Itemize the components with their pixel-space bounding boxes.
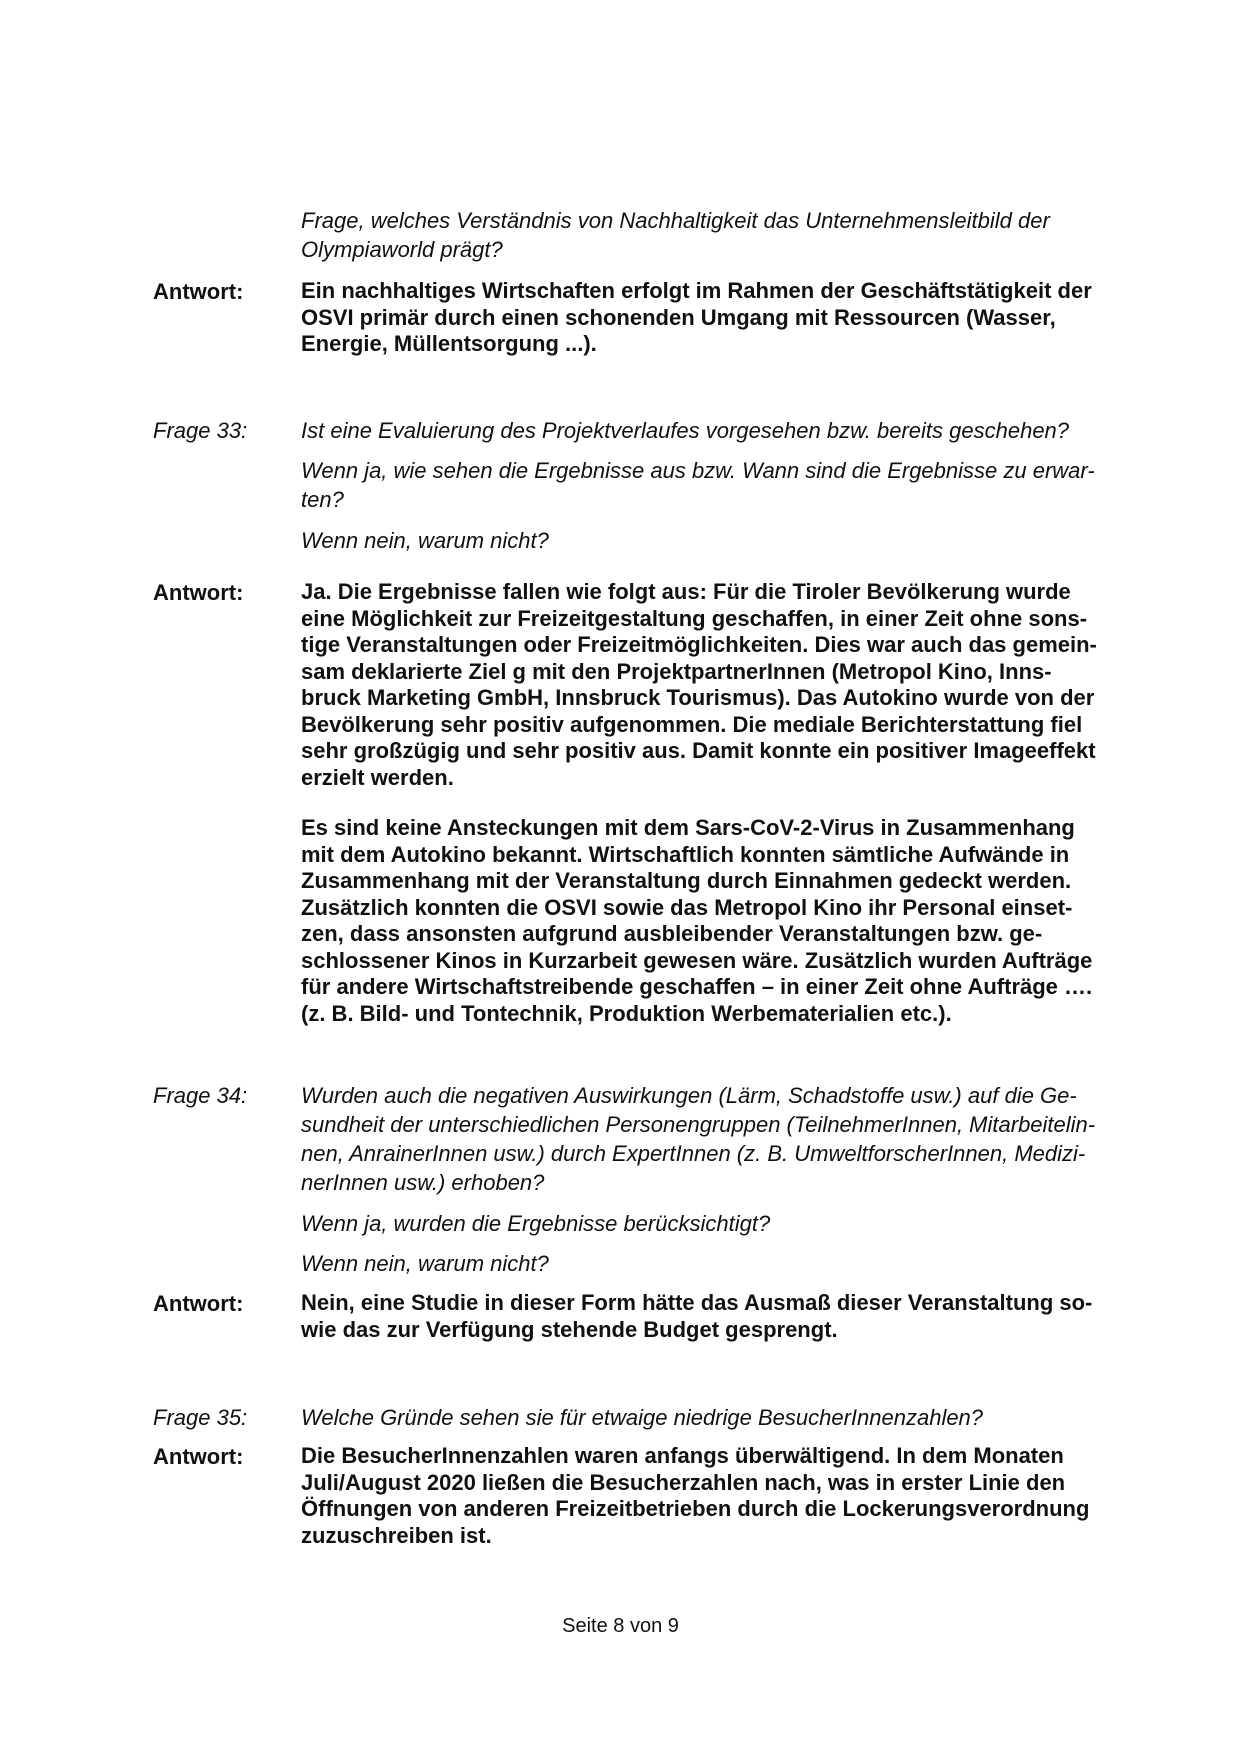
answer-line: Energie, Müllentsorgung ...). bbox=[301, 331, 597, 356]
question-continuation bbox=[301, 206, 1131, 264]
answer-line: tige Veranstaltungen oder Freizeitmöglichkeiten. Dies war auch das gemein- bbox=[301, 632, 1097, 657]
page-number: Seite 8 von 9 bbox=[562, 1615, 679, 1637]
answer-line: sam deklarierte Ziel g mit den ProjektpartnerInnen (Metropol Kino, Inns- bbox=[301, 658, 1052, 684]
answer-line: Ein nachhaltiges Wirtschaften erfolgt im Rahmen der Geschäftstätigkeit der bbox=[301, 278, 1092, 303]
question-34-paragraph-3 bbox=[301, 1249, 1131, 1278]
question-line: ten? bbox=[301, 487, 344, 512]
answer-continuation bbox=[301, 278, 1131, 358]
question-line: Wenn ja, wie sehen die Ergebnisse aus bzw. Wann sind die Ergebnisse zu erwar- bbox=[301, 458, 1095, 483]
answer-line: wie das zur Verfügung stehende Budget gesprengt. bbox=[301, 1316, 838, 1342]
answer-line: Öffnungen von anderen Freizeitbetrieben durch die Lockerungsverordnung bbox=[301, 1496, 1090, 1521]
answer-33-paragraph-2 bbox=[301, 815, 1131, 1027]
question-line: sundheit der unterschiedlichen Personengruppen (TeilnehmerInnen, Mitarbeitelin- bbox=[301, 1112, 1096, 1137]
answer-line: für andere Wirtschaftstreibende geschaffen – in einer Zeit ohne Aufträge …. bbox=[301, 974, 1093, 999]
question-line: Wenn ja, wurden die Ergebnisse berücksichtigt? bbox=[301, 1211, 771, 1236]
answer-line: eine Möglichkeit zur Freizeitgestaltung geschaffen, in einer Zeit ohne sons- bbox=[301, 605, 1088, 631]
answer-line: schlossener Kinos in Kurzarbeit gewesen wäre. Zusätzlich wurden Aufträge bbox=[301, 947, 1093, 973]
answer-line: Es sind keine Ansteckungen mit dem Sars-CoV-2-Virus in Zusammenhang bbox=[301, 815, 1075, 840]
answer-line: Die BesucherInnenzahlen waren anfangs überwältigend. In dem Monaten bbox=[301, 1443, 1064, 1468]
question-34-paragraph-1 bbox=[301, 1081, 1131, 1197]
question-34-paragraph-2 bbox=[301, 1209, 1131, 1238]
answer-line: Ja. Die Ergebnisse fallen wie folgt aus: Für die Tiroler Bevölkerung wurde bbox=[301, 579, 1071, 604]
answer-line: Nein, eine Studie in dieser Form hätte das Ausmaß dieser Veranstaltung so- bbox=[301, 1290, 1093, 1315]
answer-line: zen, dass ansonsten aufgrund ausbleibender Veranstaltungen bzw. ge- bbox=[301, 921, 1043, 946]
answer-line: Bevölkerung sehr positiv aufgenommen. Die mediale Berichterstattung fiel bbox=[301, 711, 1083, 737]
answer-33-paragraph-1 bbox=[301, 579, 1131, 791]
question-line: Olympiaworld prägt? bbox=[301, 237, 503, 262]
question-line: Ist eine Evaluierung des Projektverlaufes vorgesehen bzw. bereits geschehen? bbox=[301, 418, 1070, 443]
answer-33-label: Antwort: bbox=[153, 580, 244, 605]
question-33-label: Frage 33: bbox=[153, 418, 248, 443]
question-35-label: Frage 35: bbox=[153, 1405, 248, 1430]
answer-line: sehr großzügig und sehr positiv aus. Damit konnte ein positiver Imageeffekt bbox=[301, 738, 1096, 763]
answer-35-label: Antwort: bbox=[153, 1444, 244, 1469]
question-line: nerInnen usw.) erhoben? bbox=[301, 1170, 545, 1195]
answer-line: bruck Marketing GmbH, Innsbruck Tourismus). Das Autokino wurde von der bbox=[301, 685, 1095, 710]
answer-line: Zusätzlich konnten die OSVI sowie das Metropol Kino ihr Personal einset- bbox=[301, 894, 1073, 920]
answer-34-label: Antwort: bbox=[153, 1291, 244, 1316]
answer-line: erzielt werden. bbox=[301, 764, 454, 790]
answer-34 bbox=[301, 1290, 1131, 1343]
answer-line: Zusammenhang mit der Veranstaltung durch Einnahmen gedeckt werden. bbox=[301, 868, 1072, 893]
answer-line: OSVI primär durch einen schonenden Umgang mit Ressourcen (Wasser, bbox=[301, 304, 1056, 330]
question-33-paragraph-3 bbox=[301, 526, 1131, 555]
question-line: Wenn nein, warum nicht? bbox=[301, 1251, 549, 1276]
question-33-paragraph-1 bbox=[301, 416, 1131, 445]
answer-line: mit dem Autokino bekannt. Wirtschaftlich konnten sämtliche Aufwände in bbox=[301, 841, 1070, 867]
question-line: Wurden auch die negativen Auswirkungen (Lärm, Schadstoffe usw.) auf die Ge- bbox=[301, 1083, 1077, 1108]
answer-line: zuzuschreiben ist. bbox=[301, 1522, 492, 1548]
question-34-label: Frage 34: bbox=[153, 1083, 248, 1108]
question-33-paragraph-2 bbox=[301, 456, 1131, 514]
question-35 bbox=[301, 1403, 1131, 1432]
question-line: Wenn nein, warum nicht? bbox=[301, 528, 549, 553]
answer-35 bbox=[301, 1443, 1131, 1549]
question-line: nen, AnrainerInnen usw.) durch ExpertInnen (z. B. UmweltforscherInnen, Medizi- bbox=[301, 1141, 1086, 1166]
question-line: Frage, welches Verständnis von Nachhaltigkeit das Unternehmensleitbild der bbox=[301, 208, 1050, 233]
question-line: Welche Gründe sehen sie für etwaige niedrige BesucherInnenzahlen? bbox=[301, 1405, 984, 1430]
answer-line: Juli/August 2020 ließen die Besucherzahlen nach, was in erster Linie den bbox=[301, 1469, 1066, 1495]
answer-label: Antwort: bbox=[153, 279, 244, 304]
answer-line: (z. B. Bild- und Tontechnik, Produktion Werbematerialien etc.). bbox=[301, 1000, 952, 1026]
